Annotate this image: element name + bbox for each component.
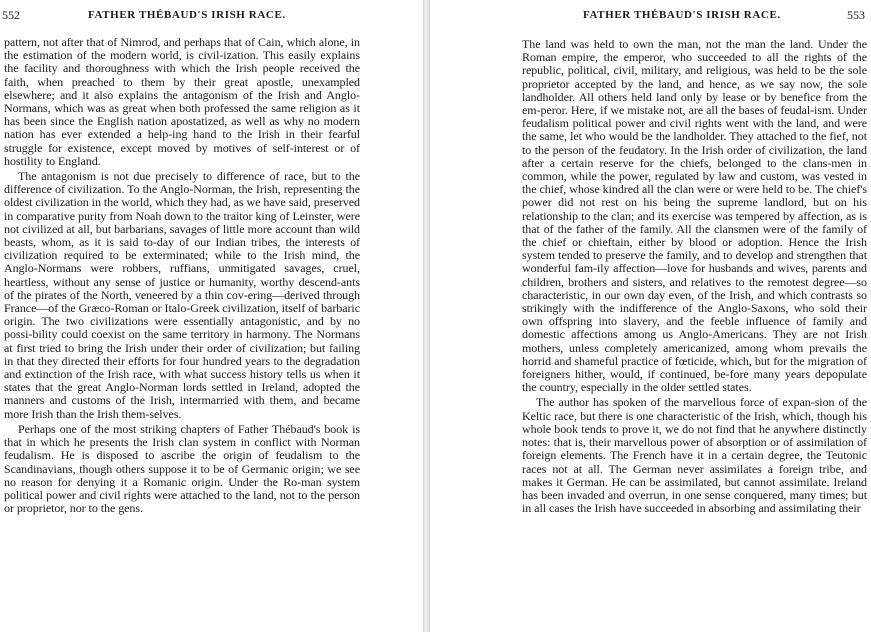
left-paragraph-3: Perhaps one of the most striking chapters of Father Thébaud's book is that in which he presents the Irish clan system in conflict with Norman feudalism. He is disposed to ascribe the origin of feudalism to the Scandinavians, though others suppose it to be of Germanic origin; we see no reason for denying it a Romanic origin. Under the Ro-man system political power and civil rights were attached to the land, not to the person or proprietor, nor to the gens. — [4, 421, 360, 516]
left-page-header — [0, 7, 423, 23]
right-paragraph-2: The author has spoken of the marvellous force of expan-sion of the Keltic race, but there is one characteristic of the Irish, which, though his whole book tends to prove it, we do not find that he anywhere distinctly notes: that is, their marvellous power of absorption or of assimilation of foreign elements. The French have it in a certain degree, the Teutonic races not at all. The German never assimilates a foreign tribe, and makes it German. He can be assimilated, but cannot assimilate. Ireland has been invaded and overrun, in one sense conquered, many times; but in all cases the Irish have succeeded in absorbing and assimilating their — [522, 395, 867, 516]
right-page — [430, 0, 871, 632]
book-gutter — [423, 0, 430, 632]
left-paragraph-2: The antagonism is not due precisely to difference of race, but to the difference of civilization. To the Anglo-Norman, the Irish, representing the oldest civilization in the world, which they had, as we have said, preserved in comparative purity from Noah down to the traitor king of Leinster, were not civilized at all, but barbarians, savages of little more account than wild beasts, whom, as it is said to-day of our Indian tribes, the interests of civilization required to be exterminated; while to the Irish mind, the Anglo-Normans were robbers, ruffians, unmitigated savages, cruel, heartless, without any sense of justice or humanity, worthy descend-ants of the pirates of the North, veneered by a thin cov-ering—derived through France—of the Græco-Roman or Italo-Greek civilization, itself of barbaric origin. The two civilizations were essentially antagonistic, and by no possi-bility could coexist on the same territory in harmony. The Normans at first tried to bring the Irish under their order of civilization; but failing in that they directed their efforts for four hundred years to the degradation and extinction of the Irish race, with what success history tells us when it states that the great Anglo-Norman lords settled in Ireland, adopted the manners and customs of the Irish, intermarried with them, and became more Irish than the Irish them-selves. — [4, 169, 360, 421]
right-running-head: FATHER THÉBAUD'S IRISH RACE. — [583, 9, 781, 21]
right-paragraph-1: The land was held to own the man, not the man the land. Under the Roman empire, the emperor, who succeeded to all the rights of the republic, political, civil, military, and religious, was held to be the sole proprietor accepted by the land, and hence, as we say now, the sole landholder. All others held land only by lease or by benefice from the em-peror. Here, if we mistake not, are all the bases of feudal-ism. Under feudalism political power and civil rights went with the land, and were the same, let who would be the landholder. They attached to the fief, not to the person of the feudatory. In the Irish order of civilization, the land after a certain reserve for the chiefs, belonged to the clans-men in common, while the power, regulated by law and custom, was vested in the chief, whose kindred all the clan were or were held to be. The chief's power did not rest on his being the supreme landlord, but on his relationship to the clan; and its exercise was tempered by affection, as is that of the father of the family. All the clansmen were of the family of the chief or chieftain, either by blood or adoption. Hence the Irish system tended to preserve the family, and to develop and strengthen that wonderful fam-ily affection—love for husbands and wives, parents and children, brothers and sisters, and relatives to the remotest degree—so characteristic, in our own day even, of the Irish, and which contrasts so strikingly with the indifference of the Anglo-Saxons, who sold their own offspring into slavery, and the feeble influence of family and domestic affections among us Anglo-Americans. They are not Irish mothers, unless completely americanized, among whom prevails the horrid and shameful practice of fœticide, which, but for the migration of foreigners hither, would, if continued, be-fore many years depopulate the country, especially in the older settled states. — [522, 37, 867, 395]
left-running-head: FATHER THÉBAUD'S IRISH RACE. — [88, 9, 286, 21]
right-page-number: 553 — [847, 8, 865, 22]
left-page-body — [4, 36, 360, 517]
left-paragraph-1: pattern, not after that of Nimrod, and perhaps that of Cain, which alone, in the estimation of the modern world, is civil-ization. This easily explains the facility and thoroughness with which the Irish people received the faith, when preached to them by their great apostle, unexampled elsewhere; and it also explains the antagonism of the Irish and Anglo-Normans, which was as great when both professed the same religion as it has been since the English nation apostatized, as well as why no modern nation has ever extended a help-ing hand to the Irish in their fearful struggle for existence, except moved by motives of self-interest or of hostility to England. — [4, 35, 360, 168]
left-page — [0, 0, 423, 632]
left-page-number: 552 — [2, 8, 20, 22]
right-page-body — [522, 38, 867, 517]
right-page-header — [430, 7, 871, 23]
